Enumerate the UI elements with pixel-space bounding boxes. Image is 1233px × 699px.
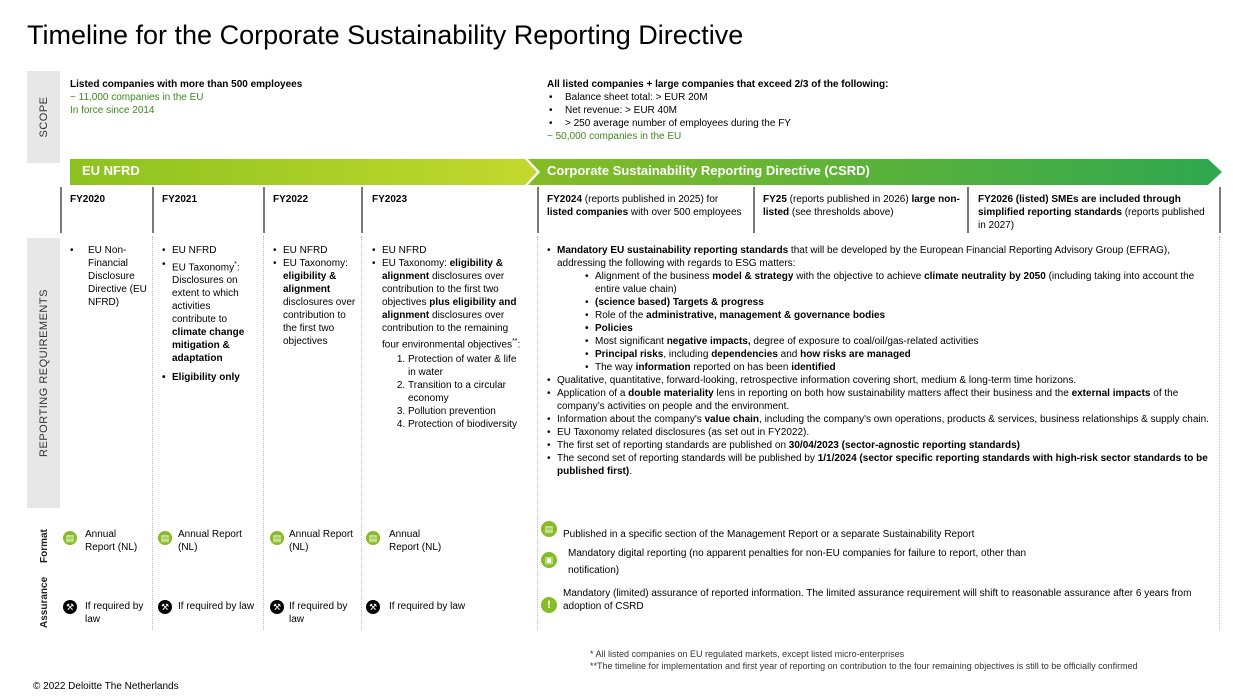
fy2024-header: FY2024 (reports published in 2025) for listed companies with over 500 employees: [547, 194, 742, 218]
sidebar-reporting-label: REPORTING REQUIREMENTS: [37, 289, 50, 457]
col-divider: [1219, 187, 1221, 233]
format-csrd-1: Published in a specific section of the Management Report or a separate Sustainability Report: [563, 529, 975, 540]
col-divider: [967, 187, 969, 233]
format-fy2022: Annual Report (NL): [289, 529, 353, 553]
scope-right-count: ~ 50,000 companies in the EU: [547, 131, 682, 142]
list-item: • Application of a double materiality lens in reporting on both how sustainability matters affect their business and the external impacts of the company’s activities on people and the environment.: [547, 387, 1212, 413]
dotted-divider: [263, 236, 264, 630]
sub-item: • Most significant negative impacts, degree of exposure to coal/oil/gas-related activities: [585, 335, 1212, 348]
banner-nfrd: EU NFRD: [82, 163, 140, 178]
req-fy2022: [273, 244, 357, 348]
sub-item: • The way information reported on has been identified: [585, 361, 1212, 374]
scope-left-force: In force since 2014: [70, 105, 155, 116]
scope-left-count: ~ 11,000 companies in the EU: [70, 92, 204, 103]
list-item: • Mandatory EU sustainability reporting standards that will be developed by the European Financial Reporting Advisory Group (EFRAG), addressing the following with regards to ESG matters: • Alignment of the business model & strategy with the objective to achieve climate neutrality by 2050 (including taking into account the entire value chain) • (science based) Targets & progress • Role of the administrative, management & governance bodies • Policies • Most significant negative impacts, degree of exposure to coal/oil/gas-related activities • Principal risks, including dependencies and how risks are managed • The way information reported on has been identified: [547, 244, 1212, 374]
list-item: • EU Taxonomy: eligibility & alignment disclosures over contribution to the first two objectives: [273, 257, 357, 348]
list-item: • Information about the company's value chain, including the company's own operations, products & services, business relationships & supply chain.: [547, 413, 1212, 426]
sub-item: • Alignment of the business model & strategy with the objective to achieve climate neutrality by 2050 (including taking into account the entire value chain): [585, 270, 1212, 296]
gavel-icon: ⚒: [63, 600, 77, 614]
list-item: • EU NFRD: [162, 244, 254, 257]
assurance-csrd: Mandatory (limited) assurance of reported information. The limited assurance requirement will shift to reasonable assurance after 6 years from adoption of CSRD: [563, 588, 1192, 612]
list-item: • EU NFRD: [372, 244, 524, 257]
list-item: • EU Non-Financial Disclosure Directive (EU NFRD): [70, 244, 148, 309]
scope-left-heading: Listed companies with more than 500 employees: [70, 79, 303, 90]
sidebar-scope-label: SCOPE: [37, 96, 50, 138]
sub-item: • Policies: [585, 322, 1212, 335]
footnote-1: * All listed companies on EU regulated markets, except listed micro-enterprises: [590, 649, 905, 659]
list-item: • Eligibility only: [162, 371, 254, 384]
objective-item: 1. Protection of water & life in water: [408, 353, 524, 379]
format-fy2021: Annual Report (NL): [178, 529, 242, 553]
dotted-divider: [361, 236, 362, 630]
scope-right: [547, 78, 1147, 143]
fy25-header: FY25 (reports published in 2026) large non-listed (see thresholds above): [763, 194, 960, 218]
assurance-fy2020: If required by law: [85, 601, 144, 625]
document-icon: ▤: [63, 531, 77, 545]
laptop-icon: ▣: [541, 552, 557, 568]
format-csrd-2: Mandatory digital reporting (no apparent penalties for non-EU companies for failure to report, other than notification): [568, 548, 1027, 576]
assurance-fy2023: If required by law: [389, 601, 466, 612]
dotted-divider: [1219, 236, 1220, 630]
dotted-divider: [152, 236, 153, 630]
list-item: • EU Taxonomy*: Disclosures on extent to which activities contribute to climate change mitigation & adaptation: [162, 258, 254, 365]
gavel-icon: ⚒: [158, 600, 172, 614]
fy2026-header: FY2026 (listed) SMEs are included through simplified reporting standards (reports published in 2027): [978, 194, 1205, 231]
col-divider: [361, 187, 363, 233]
objective-item: 3. Pollution prevention: [408, 405, 524, 418]
page-title: Timeline for the Corporate Sustainability Reporting Directive: [27, 20, 744, 50]
col-divider: [537, 187, 539, 233]
copyright: © 2022 Deloitte The Netherlands: [33, 681, 179, 692]
scope-item: • Net revenue: > EUR 40M: [549, 104, 1147, 117]
assurance-fy2021: If required by law: [178, 601, 255, 612]
scope-item: • Balance sheet total: > EUR 20M: [549, 91, 1147, 104]
sub-item: • (science based) Targets & progress: [585, 296, 1212, 309]
req-fy2023: [372, 244, 524, 431]
list-item: • EU Taxonomy: eligibility & alignment disclosures over contribution to the first two objectives plus eligibility and alignment disclosures over contribution to the remaining four environmental objectives**: 1. Protection of water & life in water 2. Transition to a circular economy 3. Pollution prevention 4. Protection of biodiversity: [372, 257, 524, 431]
sidebar-scope: [27, 71, 60, 163]
document-icon: ▤: [541, 521, 557, 537]
scope-left: [70, 78, 510, 117]
gavel-icon: ⚒: [270, 600, 284, 614]
col-divider: [263, 187, 265, 233]
document-icon: ▤: [158, 531, 172, 545]
fy2022-header: FY2022: [273, 194, 309, 205]
format-fy2023: Annual Report (NL): [389, 529, 442, 553]
req-fy2020: [70, 244, 148, 309]
scope-right-heading: All listed companies + large companies that exceed 2/3 of the following:: [547, 79, 889, 90]
sidebar-assurance-label: Assurance: [39, 576, 50, 628]
objective-item: 4. Protection of biodiversity: [408, 418, 524, 431]
banner-csrd: Corporate Sustainability Reporting Directive (CSRD): [547, 163, 870, 178]
document-icon: ▤: [270, 531, 284, 545]
sidebar-reporting: [27, 238, 60, 508]
sub-item: • Role of the administrative, management & governance bodies: [585, 309, 1212, 322]
req-fy2021: [162, 244, 254, 384]
fy2020-header: FY2020: [70, 194, 106, 205]
list-item: • EU NFRD: [273, 244, 357, 257]
footnote-2: **The timeline for implementation and first year of reporting on contribution to the four remaining objectives is still to be officially confirmed: [590, 661, 1138, 671]
exclamation-icon: !: [541, 597, 557, 613]
scope-item: • > 250 average number of employees during the FY: [549, 117, 1147, 130]
list-item: • The first set of reporting standards are published on 30/04/2023 (sector-agnostic reporting standards): [547, 439, 1212, 452]
banner-nfrd-shape: [70, 159, 537, 185]
col-divider: [60, 187, 62, 233]
assurance-fy2022: If required by law: [289, 601, 348, 625]
sidebar-format-label: Format: [39, 529, 50, 563]
list-item: • The second set of reporting standards will be published by 1/1/2024 (sector specific reporting standards with high-risk sector standards to be published first).: [547, 452, 1212, 478]
list-item: • EU Taxonomy related disclosures (as set out in FY2022).: [547, 426, 1212, 439]
col-divider: [753, 187, 755, 233]
gavel-icon: ⚒: [366, 600, 380, 614]
sub-item: • Principal risks, including dependencies and how risks are managed: [585, 348, 1212, 361]
list-item: • Qualitative, quantitative, forward-looking, retrospective information covering short, medium & long-term time horizons.: [547, 374, 1212, 387]
fy2023-header: FY2023: [372, 194, 408, 205]
fy2021-header: FY2021: [162, 194, 198, 205]
col-divider: [152, 187, 154, 233]
document-icon: ▤: [366, 531, 380, 545]
dotted-divider: [537, 236, 538, 630]
format-fy2020: Annual Report (NL): [85, 529, 138, 553]
req-csrd: [547, 244, 1212, 478]
objective-item: 2. Transition to a circular economy: [408, 379, 524, 405]
